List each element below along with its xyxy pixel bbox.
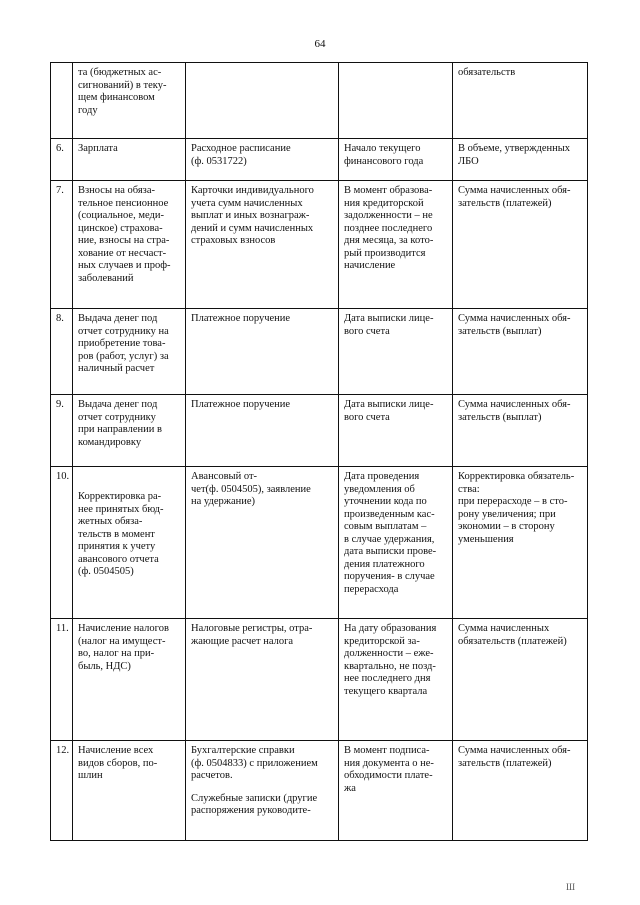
row-number: 8.	[51, 309, 73, 395]
recognition-moment: В момент подписа- ния документа о не- обходимости плате- жа	[339, 741, 453, 841]
obligation-amount: Сумма начисленных обя- зательств (платежей)	[453, 181, 588, 309]
row-number: 9.	[51, 395, 73, 467]
table-row	[51, 181, 588, 309]
row-number: 10.	[51, 467, 73, 619]
basis-document	[186, 63, 339, 139]
recognition-moment	[339, 63, 453, 139]
obligation-amount: В объеме, утвержденных ЛБО	[453, 139, 588, 181]
basis-document-extra: Служебные записки (другие распоряжения руководите-	[191, 792, 318, 816]
paragraph-gap	[191, 783, 334, 793]
obligation-amount: Сумма начисленных обя- зательств (выплат)	[453, 395, 588, 467]
table-row	[51, 395, 588, 467]
obligation-amount: Сумма начисленных обя- зательств (платежей)	[453, 741, 588, 841]
table-row	[51, 139, 588, 181]
obligation-amount: обязательств	[453, 63, 588, 139]
recognition-moment: На дату образования кредиторской за- долженности – еже- квартально, не позд- нее последнего дня текущего квартала	[339, 619, 453, 741]
recognition-moment: Дата выписки лице- вого счета	[339, 395, 453, 467]
basis-document: Расходное расписание (ф. 0531722)	[186, 139, 339, 181]
row-number: 7.	[51, 181, 73, 309]
obligations-table	[50, 62, 588, 841]
obligation-name: Выдача денег под отчет сотруднику на приобретение това- ров (работ, услуг) за наличный расчет	[73, 309, 186, 395]
basis-document: Карточки индивидуального учета сумм начисленных выплат и иных вознаграж- дений и сумм начисленных страховых взносов	[186, 181, 339, 309]
basis-document: Авансовый от- чет(ф. 0504505), заявление на удержание)	[186, 467, 339, 619]
basis-document: Платежное поручение	[186, 395, 339, 467]
obligation-name: та (бюджетных ас- сигнований) в теку- щем финансовом году	[73, 63, 186, 139]
obligation-name: Корректировка ра- нее принятых бюд- жетных обяза- тельств в момент принятия к учету авансового отчета (ф. 0504505)	[73, 467, 186, 619]
obligation-name: Взносы на обяза- тельное пенсионное (социальное, меди- цинское) страхова- ние, взносы на стра- хование от несчаст- ных случаев и проф- заболеваний	[73, 181, 186, 309]
row-number: 11.	[51, 619, 73, 741]
obligation-amount: Корректировка обязатель- ства: при перерасходе – в сто- рону увеличения; при экономии – в сторону уменьшения	[453, 467, 588, 619]
table-row	[51, 63, 588, 139]
row-number: 6.	[51, 139, 73, 181]
recognition-moment: Начало текущего финансового года	[339, 139, 453, 181]
obligation-amount: Сумма начисленных обязательств (платежей)	[453, 619, 588, 741]
table-row	[51, 467, 588, 619]
recognition-moment: Дата проведения уведомления об уточнении кода по произведенным кас- совым выплатам – в случае удержания, дата выписки прове- дения платежного поручения- в случае перерасхода	[339, 467, 453, 619]
page-number: 64	[314, 38, 326, 50]
obligation-name: Выдача денег под отчет сотруднику при направлении в командировку	[73, 395, 186, 467]
footer-mark: Ш	[566, 882, 579, 892]
table-row	[51, 619, 588, 741]
table-row	[51, 741, 588, 841]
recognition-moment: В момент образова- ния кредиторской задолженности – не позднее последнего дня месяца, за кото- рый производится начисление	[339, 181, 453, 309]
obligation-name: Зарплата	[73, 139, 186, 181]
recognition-moment: Дата выписки лице- вого счета	[339, 309, 453, 395]
basis-document-main: Бухгалтерские справки (ф. 0504833) с приложением расчетов.	[191, 745, 318, 781]
obligation-amount: Сумма начисленных обя- зательств (выплат)	[453, 309, 588, 395]
row-number: 12.	[51, 741, 73, 841]
basis-document	[186, 741, 339, 841]
basis-document: Платежное поручение	[186, 309, 339, 395]
table-row	[51, 309, 588, 395]
obligation-name: Начисление налогов (налог на имущест- во, налог на при- быль, НДС)	[73, 619, 186, 741]
row-number	[51, 63, 73, 139]
obligation-name: Начисление всех видов сборов, по- шлин	[73, 741, 186, 841]
basis-document: Налоговые регистры, отра- жающие расчет налога	[186, 619, 339, 741]
